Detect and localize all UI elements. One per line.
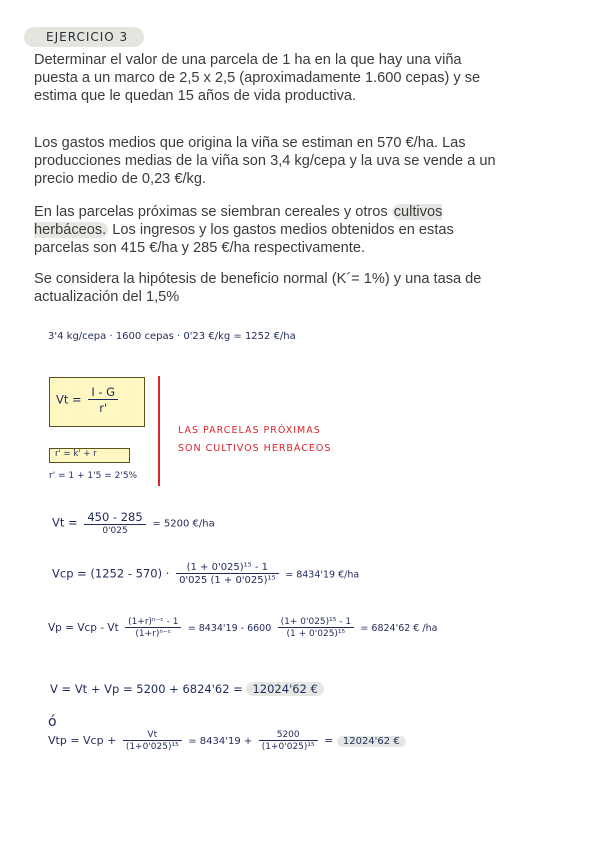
- vp-denominator-2: (1 + 0'025)¹⁵: [286, 629, 346, 639]
- r-definition: r' = k' + r: [55, 449, 97, 459]
- vp-fraction-2: [278, 617, 354, 639]
- exercise-tag-label: EJERCICIO 3: [46, 30, 129, 44]
- vtp-numerator-1: Vt: [123, 730, 182, 741]
- vcp-equation: [52, 562, 359, 586]
- vtp-middle: = 8434'19 +: [188, 736, 253, 747]
- formula-denominator: r': [99, 401, 108, 415]
- vtp-lhs: Vtp = Vcp +: [48, 734, 117, 747]
- vt-fraction: [84, 510, 145, 536]
- vp-middle: = 8434'19 - 6600: [187, 623, 272, 634]
- vp-lhs: Vp = Vcp - Vt: [48, 622, 119, 634]
- vtp-equation: [48, 730, 406, 752]
- side-note-line-1: LAS PARCELAS PRÓXIMAS: [178, 425, 321, 436]
- vt-result: = 5200 €/ha: [152, 518, 215, 530]
- paragraph-4: Se considera la hipótesis de beneficio normal (K´= 1%) y una tasa de actualización del 1,5%: [34, 271, 482, 305]
- vcp-numerator: (1 + 0'025)¹⁵ - 1: [176, 562, 279, 574]
- red-divider: [158, 376, 160, 486]
- paragraph-2: Los gastos medios que origina la viña se estiman en 570 €/ha. Las producciones medias de la viña son 3,4 kg/cepa y la uva se vende a un precio medio de 0,23 €/kg.: [34, 135, 496, 187]
- paragraph-3-end: Los ingresos y los gastos medios obtenidos en estas parcelas son 415 €/ha y 285 €/ha respectivamente.: [34, 222, 454, 256]
- vp-equation: [48, 617, 437, 639]
- formula-fraction: [88, 385, 118, 415]
- vtp-result: 12024'62 €: [337, 736, 406, 747]
- vtp-equals: =: [324, 734, 334, 747]
- paragraph-3: [34, 203, 504, 257]
- vcp-fraction: [176, 562, 279, 586]
- v-equation: [50, 682, 324, 696]
- vp-numerator-1: (1+r)ⁿ⁻ᶜ - 1: [125, 617, 181, 628]
- vtp-denominator-1: (1+0'025)¹⁵: [125, 742, 179, 752]
- vtp-denominator-2: (1+0'025)¹⁵: [261, 742, 315, 752]
- side-note-line-2: SON CULTIVOS HERBÁCEOS: [178, 443, 332, 454]
- vt-denominator: 0'025: [102, 526, 128, 536]
- vt-numerator: 450 - 285: [84, 510, 145, 525]
- formula-numerator: I - G: [88, 385, 118, 400]
- vt-lhs: Vt =: [52, 515, 78, 530]
- vcp-result: = 8434'19 €/ha: [285, 569, 360, 581]
- exercise-tag: [24, 27, 144, 47]
- vp-result: = 6824'62 € /ha: [360, 623, 438, 634]
- r-calculation: r' = 1 + 1'5 = 2'5%: [49, 471, 138, 481]
- vtp-fraction-2: [259, 730, 318, 752]
- v-result: 12024'62 €: [246, 682, 323, 696]
- vcp-denominator: 0'025 (1 + 0'025)¹⁵: [179, 575, 276, 586]
- formula-vt: [56, 385, 121, 415]
- vtp-numerator-2: 5200: [259, 730, 318, 741]
- vtp-fraction-1: [123, 730, 182, 752]
- vp-numerator-2: (1+ 0'025)¹⁵ - 1: [278, 617, 354, 628]
- vp-fraction-1: [125, 617, 181, 639]
- vcp-lhs: Vcp = (1252 - 570) ·: [52, 566, 170, 581]
- paragraph-3-start: En las parcelas próximas se siembran cereales y otros: [34, 204, 392, 220]
- v-expression: V = Vt + Vp = 5200 + 6824'62 =: [50, 682, 243, 696]
- or-label: ó: [48, 714, 57, 730]
- vt-equation: [52, 510, 215, 536]
- vp-denominator-1: (1+r)ⁿ⁻ᶜ: [135, 629, 172, 639]
- paragraph-1: Determinar el valor de una parcela de 1 ha en la que hay una viña puesta a un marco de 2,5 x 2,5 (aproximadamente 1.600 cepas) y se estima que le quedan 15 años de vida productiva.: [34, 52, 481, 104]
- highlighted-phrase: cultivos herbáceos.: [34, 204, 443, 238]
- formula-lhs: Vt =: [56, 392, 82, 407]
- income-calculation: 3'4 kg/cepa · 1600 cepas · 0'23 €/kg = 1252 €/ha: [48, 331, 296, 342]
